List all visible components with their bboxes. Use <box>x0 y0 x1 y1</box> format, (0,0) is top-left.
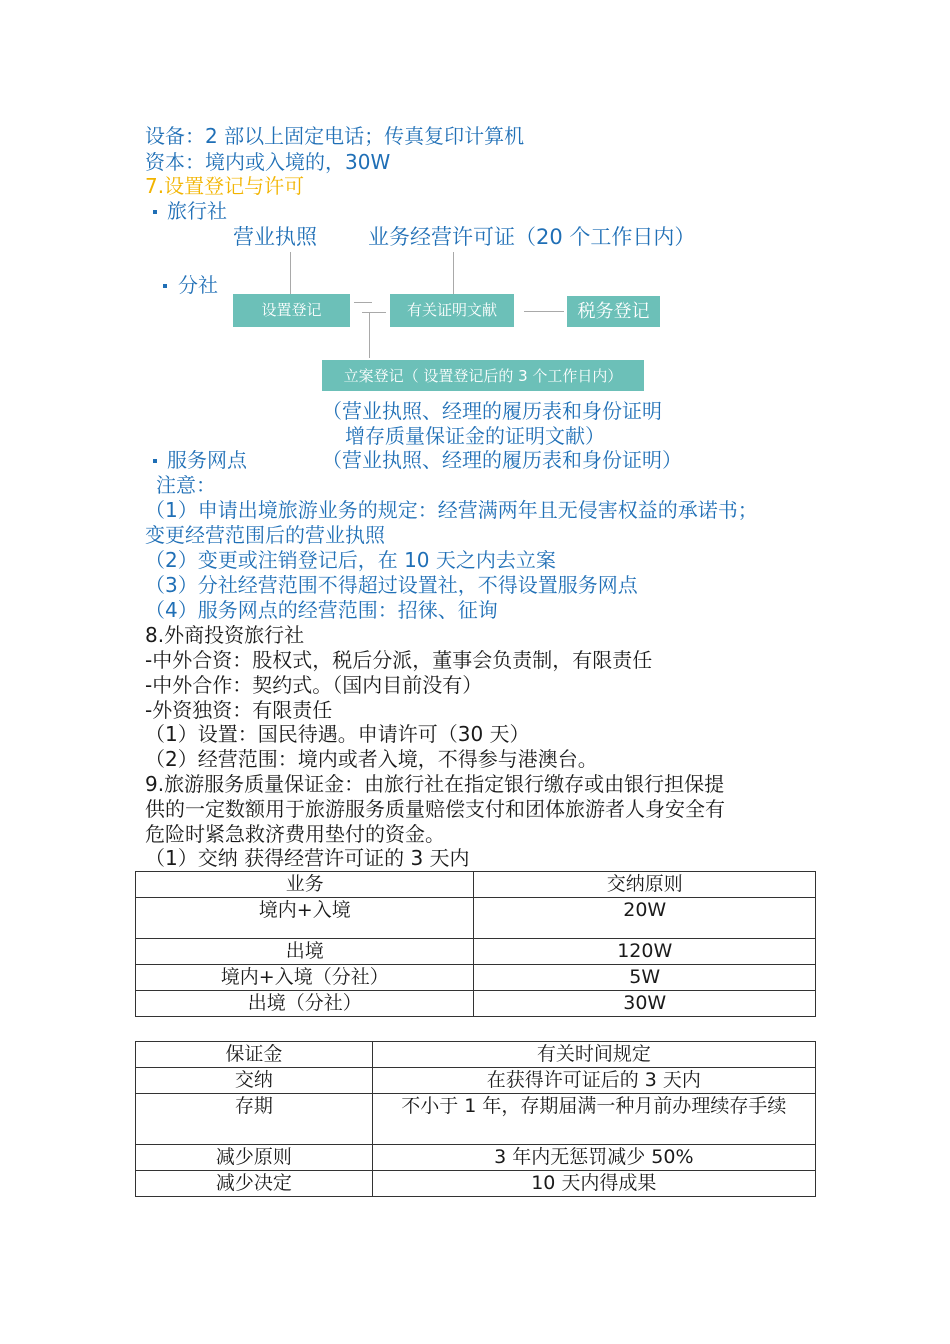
note-label: 注意： <box>156 473 216 497</box>
outlet-documents-line: （营业执照、经理的履历表和身份证明） <box>322 448 682 472</box>
table-row <box>136 1094 816 1145</box>
service-outlet-label: 服务网点 <box>167 448 247 472</box>
travel-agency-label: 旅行社 <box>167 199 227 223</box>
table-row <box>136 939 816 965</box>
note-1b: 变更经营范围后的营业执照 <box>145 523 385 547</box>
branch-documents-line-1: （营业执照、经理的履历表和身份证明 <box>322 399 662 423</box>
joint-venture-line: -中外合资：股权式，税后分派，董事会负责制，有限责任 <box>145 648 653 672</box>
table-header: 业务 <box>136 872 474 898</box>
table-cell: 在获得许可证后的 3 天内 <box>372 1068 815 1094</box>
section-8-heading: 8.外商投资旅行社 <box>145 623 305 647</box>
table-cell: 交纳 <box>136 1068 373 1094</box>
capital-line: 资本：境内或入境的，30W <box>145 150 391 174</box>
section-8-item-2: （2）经营范围：境内或者入境，不得参与港澳台。 <box>145 747 598 771</box>
section-7-heading: 7.设置登记与许可 <box>145 174 305 198</box>
table-row <box>136 898 816 939</box>
service-outlet-item <box>145 448 247 472</box>
table-row <box>136 1068 816 1094</box>
bullet-icon <box>153 210 157 214</box>
table-cell: 不小于 1 年，存期届满一种月前办理续存手续 <box>372 1094 815 1145</box>
table-cell: 10 天内得成果 <box>372 1171 815 1197</box>
connector-line <box>362 312 386 313</box>
table-cell: 20W <box>474 898 816 939</box>
note-2: （2）变更或注销登记后，在 10 天之内去立案 <box>145 548 556 572</box>
connector-line <box>290 252 291 296</box>
section-9-line-1: 9.旅游服务质量保证金：由旅行社在指定银行缴存或由银行担保提 <box>145 772 725 796</box>
table-cell: 境内+入境（分社） <box>136 965 474 991</box>
table-cell: 出境 <box>136 939 474 965</box>
note-4: （4）服务网点的经营范围：招徕、征询 <box>145 598 498 622</box>
setup-registration-box: 设置登记 <box>233 294 350 327</box>
equipment-line: 设备：2 部以上固定电话；传真复印计算机 <box>145 124 525 148</box>
payment-deadline-line: （1）交纳 获得经营许可证的 3 天内 <box>145 846 470 870</box>
cooperative-line: -中外合作：契约式。（国内目前没有） <box>145 673 483 697</box>
table-header: 有关时间规定 <box>372 1042 815 1068</box>
connector-line <box>524 311 564 312</box>
branch-item <box>163 273 218 297</box>
connector-line <box>369 312 370 358</box>
connector-line <box>453 252 454 295</box>
documents-box: 有关证明文献 <box>390 294 514 327</box>
table-row <box>136 1145 816 1171</box>
table-row <box>136 991 816 1017</box>
table-row <box>136 1171 816 1197</box>
travel-agency-item <box>145 199 227 223</box>
bullet-icon <box>153 459 157 463</box>
table-header: 保证金 <box>136 1042 373 1068</box>
branch-label: 分社 <box>178 273 218 297</box>
deposit-rules-table <box>135 1041 816 1197</box>
wholly-foreign-line: -外资独资：有限责任 <box>145 698 333 722</box>
table-header-row <box>136 1042 816 1068</box>
table-cell: 5W <box>474 965 816 991</box>
note-1a: （1）申请出境旅游业务的规定：经营满两年且无侵害权益的承诺书； <box>145 498 758 522</box>
table-cell: 出境（分社） <box>136 991 474 1017</box>
table-cell: 减少原则 <box>136 1145 373 1171</box>
table-cell: 3 年内无惩罚减少 50% <box>372 1145 815 1171</box>
table-cell: 120W <box>474 939 816 965</box>
note-3: （3）分社经营范围不得超过设置社，不得设置服务网点 <box>145 573 638 597</box>
section-9-line-2: 供的一定数额用于旅游服务质量赔偿支付和团体旅游者人身安全有 <box>145 797 725 821</box>
deposit-amount-table <box>135 871 816 1017</box>
table-cell: 境内+入境 <box>136 898 474 939</box>
table-cell: 30W <box>474 991 816 1017</box>
table-header: 交纳原则 <box>474 872 816 898</box>
table-cell: 减少决定 <box>136 1171 373 1197</box>
permit-label: 业务经营许可证（20 个工作日内） <box>368 225 696 249</box>
connector-line <box>354 302 372 303</box>
section-8-item-1: （1）设置：国民待遇。申请许可（30 天） <box>145 722 530 746</box>
license-label: 营业执照 <box>233 225 317 249</box>
table-row <box>136 965 816 991</box>
bullet-icon <box>163 284 167 288</box>
branch-documents-line-2: 增存质量保证金的证明文献） <box>345 424 605 448</box>
tax-registration-box: 税务登记 <box>567 296 660 327</box>
table-header-row <box>136 872 816 898</box>
filing-registration-box: 立案登记（ 设置登记后的 3 个工作日内） <box>322 360 644 391</box>
table-cell: 存期 <box>136 1094 373 1145</box>
section-9-line-3: 危险时紧急救济费用垫付的资金。 <box>145 822 445 846</box>
